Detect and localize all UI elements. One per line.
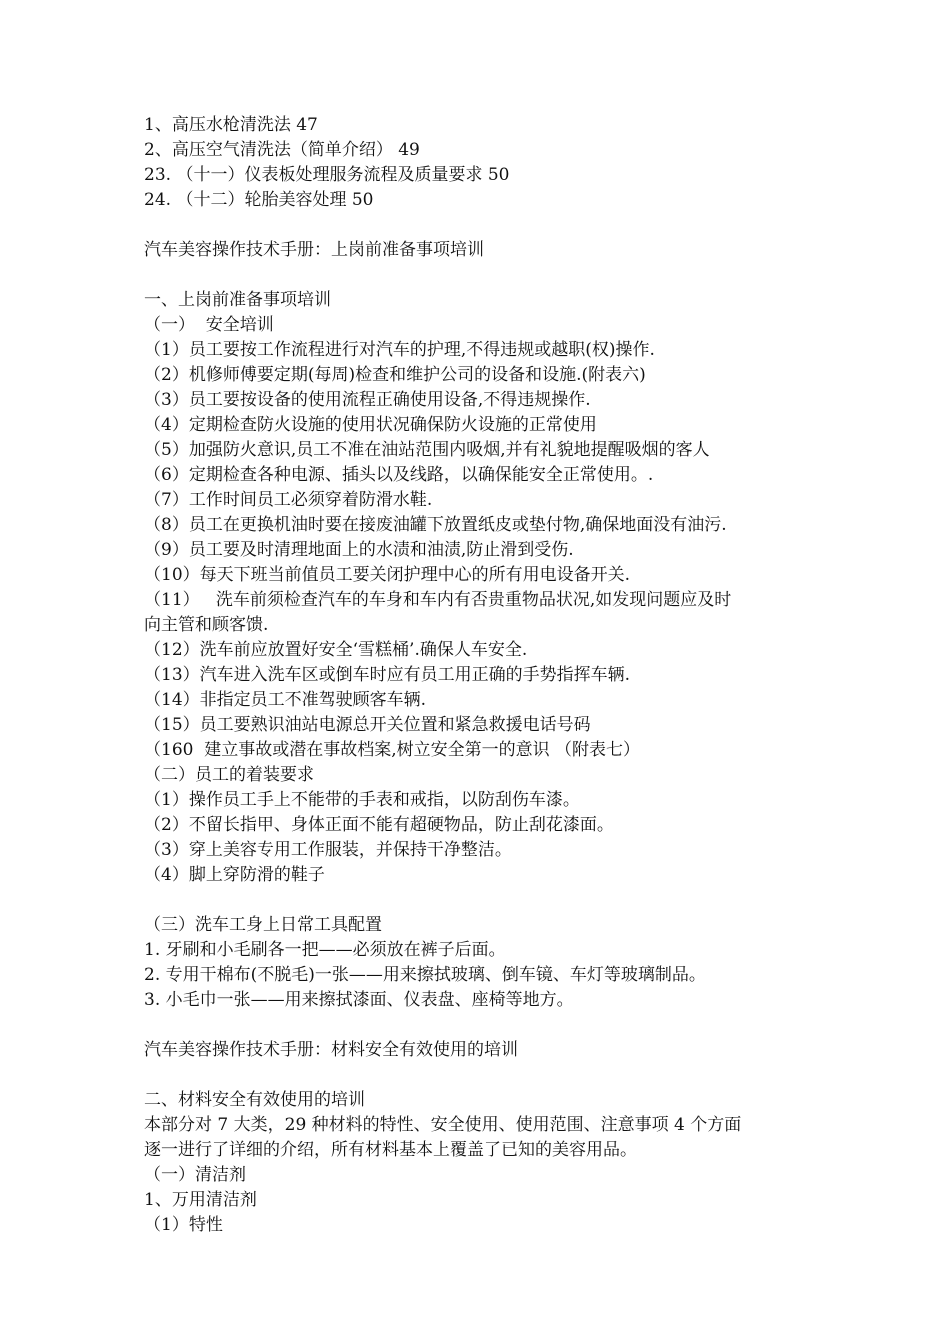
- toc-line: 2、高压空气清洗法（简单介绍） 49: [144, 140, 420, 160]
- subsection-heading: （一）清洁剂: [144, 1165, 246, 1185]
- toc-line: 23. （十一）仪表板处理服务流程及质量要求 50: [144, 165, 510, 185]
- blank-line: [144, 213, 809, 238]
- list-item: （13）汽车进入洗车区或倒车时应有员工用正确的手势指挥车辆.: [144, 665, 631, 685]
- list-item: 3. 小毛巾一张——用来擦拭漆面、仪表盘、座椅等地方。: [144, 990, 574, 1010]
- list-item: （6）定期检查各种电源、插头以及线路，以确保能安全正常使用。.: [144, 465, 654, 485]
- list-item: （12）洗车前应放置好安全‘雪糕桶’.确保人车安全.: [144, 640, 528, 660]
- section-title: 汽车美容操作技术手册：材料安全有效使用的培训: [144, 1040, 518, 1060]
- list-item: （8）员工在更换机油时要在接废油罐下放置纸皮或垫付物,确保地面没有油污.: [144, 515, 727, 535]
- subsection-heading: （二）员工的着装要求: [144, 765, 314, 785]
- list-item: （3）员工要按设备的使用流程正确使用设备,不得违规操作.: [144, 390, 591, 410]
- section-heading: 二、材料安全有效使用的培训: [144, 1090, 365, 1110]
- section-title: 汽车美容操作技术手册：上岗前准备事项培训: [144, 240, 484, 260]
- list-item: （9）员工要及时清理地面上的水渍和油渍,防止滑到受伤.: [144, 540, 574, 560]
- list-item: （1）操作员工手上不能带的手表和戒指，以防刮伤车漆。: [144, 790, 580, 810]
- list-item: （160 建立事故或潜在事故档案,树立安全第一的意识 （附表七）: [144, 740, 641, 760]
- document-body: [144, 113, 809, 1238]
- item-heading: （1）特性: [144, 1215, 223, 1235]
- list-item: （2）机修师傅要定期(每周)检查和维护公司的设备和设施.(附表六): [144, 365, 646, 385]
- list-item: 2. 专用干棉布(不脱毛)一张——用来擦拭玻璃、倒车镜、车灯等玻璃制品。: [144, 965, 706, 985]
- list-item: （4）定期检查防火设施的使用状况确保防火设施的正常使用: [144, 415, 597, 435]
- list-item: 1. 牙刷和小毛刷各一把——必须放在裤子后面。: [144, 940, 506, 960]
- section-heading: 一、上岗前准备事项培训: [144, 290, 331, 310]
- list-item: （10）每天下班当前值员工要关闭护理中心的所有用电设备开关.: [144, 565, 631, 585]
- list-item: （7）工作时间员工必须穿着防滑水鞋.: [144, 490, 433, 510]
- subsection-heading: （一） 安全培训: [144, 315, 274, 335]
- paragraph-line: 本部分对 7 大类，29 种材料的特性、安全使用、使用范围、注意事项 4 个方面: [144, 1115, 742, 1135]
- subsection-heading: （三）洗车工身上日常工具配置: [144, 915, 382, 935]
- blank-line: [144, 888, 809, 913]
- item-heading: 1、万用清洁剂: [144, 1190, 257, 1210]
- list-item: （11） 洗车前须检查汽车的车身和车内有否贵重物品状况,如发现问题应及时: [144, 590, 732, 610]
- list-item-continuation: 向主管和顾客馈.: [144, 615, 269, 635]
- paragraph-line: 逐一进行了详细的介绍，所有材料基本上覆盖了已知的美容用品。: [144, 1140, 637, 1160]
- list-item: （3）穿上美容专用工作服装，并保持干净整洁。: [144, 840, 512, 860]
- blank-line: [144, 1063, 809, 1088]
- list-item: （1）员工要按工作流程进行对汽车的护理,不得违规或越职(权)操作.: [144, 340, 655, 360]
- list-item: （5）加强防火意识,员工不准在油站范围内吸烟,并有礼貌地提醒吸烟的客人: [144, 440, 710, 460]
- toc-line: 24. （十二）轮胎美容处理 50: [144, 190, 374, 210]
- list-item: （15）员工要熟识油站电源总开关位置和紧急救援电话号码: [144, 715, 591, 735]
- toc-line: 1、高压水枪清洗法 47: [144, 115, 318, 135]
- list-item: （14）非指定员工不准驾驶顾客车辆.: [144, 690, 427, 710]
- list-item: （2）不留长指甲、身体正面不能有超硬物品，防止刮花漆面。: [144, 815, 614, 835]
- blank-line: [144, 263, 809, 288]
- blank-line: [144, 1013, 809, 1038]
- list-item: （4）脚上穿防滑的鞋子: [144, 865, 325, 885]
